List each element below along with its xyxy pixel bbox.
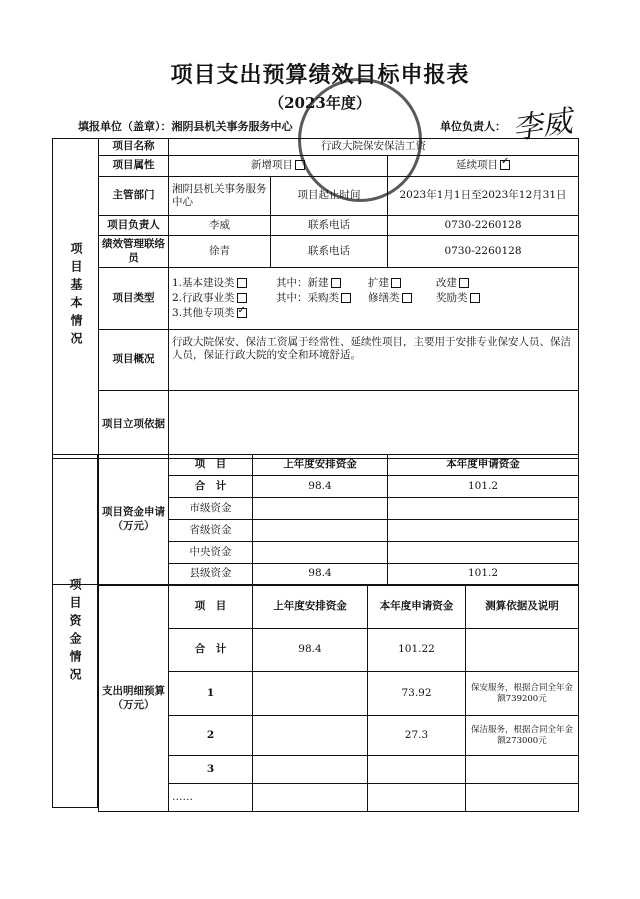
type-1a-checkbox[interactable]	[237, 278, 247, 288]
detail-col-note: 测算依据及说明	[466, 586, 579, 629]
detail-row-label: 2	[169, 716, 253, 756]
form-title: 项目支出预算绩效目标申报表	[170, 62, 470, 88]
project-name-label: 项目名称	[99, 139, 169, 156]
detail-row-label: 合 计	[169, 629, 253, 672]
detail-row-this: 101.22	[368, 629, 466, 672]
basis-value	[169, 391, 579, 459]
apply-row-label: 省级资金	[169, 520, 253, 542]
detail-row-label: ……	[169, 784, 253, 812]
period-value: 2023年1月1日至2023年12月31日	[388, 177, 579, 216]
type-1c: 扩建	[368, 276, 389, 289]
project-name-value: 行政大院保安保洁工资	[169, 139, 579, 156]
type-2a-checkbox[interactable]	[237, 293, 247, 303]
overview-value: 行政大院保安、保洁工资属于经常性、延续性项目，主要用于安排专业保安人员、保洁人员，保证行政大院的安全和环境舒适。	[169, 330, 579, 391]
type-2c-checkbox[interactable]	[402, 293, 412, 303]
type-2c: 修缮类	[368, 291, 400, 304]
detail-col-this: 本年度申请资金	[368, 586, 466, 629]
funds-apply-label: 项目资金申请（万元）	[99, 455, 169, 585]
apply-row-label: 县级资金	[169, 564, 253, 585]
basis-label: 项目立项依据	[99, 391, 169, 459]
type-2b-checkbox[interactable]	[341, 293, 351, 303]
type-2a: 2.行政事业类	[172, 291, 235, 304]
apply-row-label: 合 计	[169, 476, 253, 498]
attr-continue-cell	[388, 156, 579, 177]
responsible-label: 单位负责人：	[440, 120, 506, 133]
apply-row-this	[388, 498, 579, 520]
type-1b: 其中：新建	[276, 276, 329, 289]
apply-row-last	[253, 542, 388, 564]
leader-label: 项目负责人	[99, 216, 169, 236]
apply-row-this: 101.2	[388, 476, 579, 498]
apply-row-last	[253, 520, 388, 542]
phone-label-2: 联系电话	[271, 236, 388, 268]
attr-new-checkbox[interactable]	[295, 160, 305, 170]
attr-new-cell	[169, 156, 388, 177]
detail-row-this	[368, 784, 466, 812]
basic-info-table	[52, 138, 579, 459]
apply-col-this: 本年度申请资金	[388, 455, 579, 476]
apply-row-last	[253, 498, 388, 520]
apply-row-last: 98.4	[253, 476, 388, 498]
basic-section-label: 项目基本情况	[53, 139, 99, 459]
attr-continue-checkbox[interactable]	[500, 160, 510, 170]
dept-label: 主管部门	[99, 177, 169, 216]
overview-label: 项目概况	[99, 330, 169, 391]
apply-col-last: 上年度安排资金	[253, 455, 388, 476]
apply-row-last: 98.4	[253, 564, 388, 585]
detail-row-this: 27.3	[368, 716, 466, 756]
attr-continue-text: 延续项目	[456, 159, 498, 172]
fill-unit-row	[78, 118, 293, 134]
type-1a: 1.基本建设类	[172, 276, 235, 289]
funds-section-label: 项目资金情况	[68, 577, 82, 686]
detail-row-this	[368, 756, 466, 784]
phone-label-1: 联系电话	[271, 216, 388, 236]
period-label: 项目起止时间	[271, 177, 388, 216]
attr-new-text: 新增项目	[251, 159, 293, 172]
type-2d: 奖励类	[436, 291, 468, 304]
type-1b-checkbox[interactable]	[331, 278, 341, 288]
type-3a-checkbox[interactable]	[237, 308, 247, 318]
dept-value: 湘阴县机关事务服务中心	[169, 177, 271, 216]
detail-label: 支出明细预算（万元）	[99, 586, 169, 812]
type-1c-checkbox[interactable]	[391, 278, 401, 288]
detail-row-label: 3	[169, 756, 253, 784]
detail-row-last	[253, 784, 368, 812]
apply-row-this: 101.2	[388, 564, 579, 585]
apply-col-item: 项 目	[169, 455, 253, 476]
apply-row-this	[388, 520, 579, 542]
detail-row-note: 保安服务，根据合同全年金额739200元	[466, 672, 579, 716]
perf-value: 徐青	[169, 236, 271, 268]
detail-row-last	[253, 672, 368, 716]
detail-row-last	[253, 716, 368, 756]
type-line-1	[172, 276, 575, 291]
detail-row-this: 73.92	[368, 672, 466, 716]
detail-row-last	[253, 756, 368, 784]
perf-label: 绩效管理联络员	[99, 236, 169, 268]
type-2b: 其中：采购类	[276, 291, 339, 304]
type-2d-checkbox[interactable]	[470, 293, 480, 303]
detail-row-note: 保洁服务，根据合同全年金额273000元	[466, 716, 579, 756]
apply-row-label: 市级资金	[169, 498, 253, 520]
form-year: （2023年度）	[269, 94, 371, 112]
phone-value-1: 0730-2260128	[388, 216, 579, 236]
funds-apply-table	[52, 454, 579, 585]
apply-row-label: 中央资金	[169, 542, 253, 564]
type-line-2	[172, 291, 575, 306]
phone-value-2: 0730-2260128	[388, 236, 579, 268]
fill-unit-value: 湘阴县机关事务服务中心	[171, 120, 293, 133]
signature: 李威	[510, 103, 575, 147]
fill-unit-label: 填报单位（盖章）：	[78, 120, 172, 133]
type-line-3	[172, 306, 575, 321]
detail-row-note	[466, 756, 579, 784]
apply-row-this	[388, 542, 579, 564]
detail-row-last: 98.4	[253, 629, 368, 672]
type-options	[169, 268, 579, 330]
leader-value: 李威	[169, 216, 271, 236]
funds-section-label-top	[53, 455, 99, 585]
type-3a: 3.其他专项类	[172, 307, 235, 320]
detail-row-note	[466, 629, 579, 672]
type-label: 项目类型	[99, 268, 169, 330]
detail-col-item: 项 目	[169, 586, 253, 629]
type-1d: 改建	[436, 276, 457, 289]
project-attr-label: 项目属性	[99, 156, 169, 177]
type-1d-checkbox[interactable]	[459, 278, 469, 288]
detail-row-note	[466, 784, 579, 812]
detail-row-label: 1	[169, 672, 253, 716]
detail-col-last: 上年度安排资金	[253, 586, 368, 629]
detail-budget-table	[98, 585, 579, 812]
